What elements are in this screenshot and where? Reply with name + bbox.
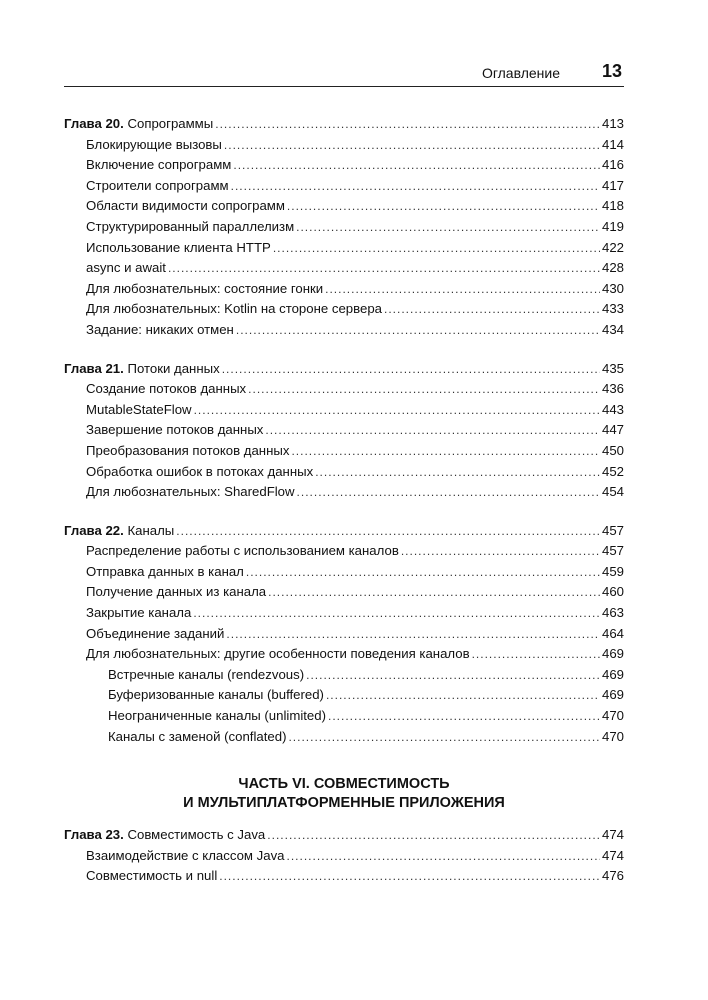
dot-leader [215,117,600,131]
toc-chapter-entry[interactable] [64,523,624,544]
toc-section-entry[interactable] [64,402,624,423]
toc-chapter-entry[interactable] [64,361,624,382]
toc-section-entry[interactable] [64,301,624,322]
chapter-title: Каналы [127,522,175,538]
section-title: Завершение потоков данных [86,422,264,438]
page-ref: 474 [601,827,624,843]
toc-section-entry[interactable] [64,646,624,667]
toc-section-entry[interactable] [64,137,624,158]
chapter-20 [64,116,624,343]
page-ref: 418 [601,198,624,214]
dot-leader [248,382,600,396]
chapter-title: Совместимость с Java [127,827,266,843]
page-ref: 416 [601,157,624,173]
page-ref: 460 [601,584,624,600]
toc-section-entry[interactable] [64,322,624,343]
page-ref: 434 [601,321,624,337]
section-title: Преобразования потоков данных [86,442,290,458]
toc-section-entry[interactable] [64,626,624,647]
section-title: Блокирующие вызовы [86,136,222,152]
section-title: Использование клиента HTTP [86,239,271,255]
section-title: async и await [86,260,166,276]
dot-leader [287,199,600,213]
toc-section-entry[interactable] [64,178,624,199]
toc-chapter-entry[interactable] [64,827,624,848]
subsection-title: Неограниченные каналы (unlimited) [108,708,326,724]
page-ref: 433 [601,301,624,317]
chapter-label: Глава 23. [64,827,124,843]
page-ref: 457 [601,543,624,559]
dot-leader [233,158,600,172]
dot-leader [326,688,600,702]
chapter-label: Глава 20. [64,116,124,131]
table-of-contents [64,116,624,907]
part-heading-line-1: ЧАСТЬ VI. СОВМЕСТИМОСТЬ [238,776,450,793]
page-ref: 419 [601,218,624,234]
section-title: Структурированный параллелизм [86,218,295,234]
page-ref: 469 [601,687,624,703]
toc-section-entry[interactable] [64,564,624,585]
dot-leader [325,282,600,296]
part-heading-line-2: И МУЛЬТИПЛАТФОРМЕННЫЕ ПРИЛОЖЕНИЯ [183,795,505,812]
page-ref: 447 [601,422,624,438]
page-ref: 463 [601,605,624,621]
dot-leader [246,565,600,579]
toc-section-entry[interactable] [64,543,624,564]
part-heading [64,775,624,813]
toc-section-entry[interactable] [64,422,624,443]
section-title: Задание: никаких отмен [86,321,234,337]
toc-section-entry[interactable] [64,584,624,605]
chapter-21 [64,361,624,505]
running-header [64,62,624,87]
dot-leader [315,465,600,479]
toc-section-entry[interactable] [64,198,624,219]
page-ref: 413 [601,116,624,131]
dot-leader [231,179,600,193]
page-ref: 430 [601,280,624,296]
section-title: Для любознательных: другие особенности поведения каналов [86,646,470,662]
section-title: Для любознательных: Kotlin на стороне сервера [86,301,382,317]
page-ref: 443 [601,401,624,417]
page-ref: 469 [601,666,624,682]
section-title: Взаимодействие с классом Java [86,847,285,863]
section-title: Обработка ошибок в потоках данных [86,463,314,479]
page-number: 13 [601,61,622,81]
page-ref: 435 [601,360,624,376]
page-ref: 459 [601,563,624,579]
section-title: Совместимость и null [86,868,218,884]
section-title: Для любознательных: состояние гонки [86,280,324,296]
toc-subsection-entry[interactable] [64,729,624,750]
section-title: Распределение работы с использованием каналов [86,543,399,559]
chapter-22 [64,523,624,750]
page-ref: 436 [601,381,624,397]
toc-section-entry[interactable] [64,281,624,302]
dot-leader [273,241,600,255]
section-title: Отправка данных в канал [86,563,244,579]
page-ref: 470 [601,728,624,744]
dot-leader [236,323,600,337]
dot-leader [193,606,600,620]
dot-leader [306,668,600,682]
chapter-23 [64,827,624,889]
toc-subsection-entry[interactable] [64,687,624,708]
dot-leader [296,220,600,234]
dot-leader [226,627,600,641]
toc-section-entry[interactable] [64,464,624,485]
toc-section-entry[interactable] [64,484,624,505]
dot-leader [287,849,600,863]
toc-subsection-entry[interactable] [64,708,624,729]
page-ref: 428 [601,260,624,276]
subsection-title: Каналы с заменой (conflated) [108,728,287,744]
toc-section-entry[interactable] [64,443,624,464]
toc-section-entry[interactable] [64,260,624,281]
subsection-title: Буферизованные каналы (buffered) [108,687,324,703]
page-ref: 464 [601,625,624,641]
dot-leader [267,828,600,842]
dot-leader [219,869,600,883]
toc-section-entry[interactable] [64,219,624,240]
chapter-title: Сопрограммы [127,116,214,131]
subsection-title: Встречные каналы (rendezvous) [108,666,305,682]
toc-section-entry[interactable] [64,381,624,402]
toc-section-entry[interactable] [64,868,624,889]
dot-leader [194,403,600,417]
dot-leader [222,362,600,376]
section-title: Строители сопрограмм [86,177,229,193]
section-title: Объединение заданий [86,625,225,641]
page-ref: 469 [601,646,624,662]
page-ref: 452 [601,463,624,479]
section-title: Закрытие канала [86,605,192,621]
toc-section-entry[interactable] [64,605,624,626]
header-title: Оглавление [481,65,560,81]
page-ref: 454 [601,484,624,500]
dot-leader [288,730,600,744]
page-ref: 422 [601,239,624,255]
dot-leader [297,485,600,499]
page-ref: 450 [601,442,624,458]
dot-leader [472,647,600,661]
dot-leader [268,585,600,599]
section-title: Для любознательных: SharedFlow [86,484,295,500]
section-title: Создание потоков данных [86,381,247,397]
page-ref: 476 [601,868,624,884]
section-title: Включение сопрограмм [86,157,232,173]
chapter-label: Глава 22. [64,522,124,538]
section-title: Получение данных из канала [86,584,267,600]
toc-chapter-entry[interactable] [64,116,624,137]
toc-section-entry[interactable] [64,157,624,178]
chapter-title: Потоки данных [127,360,220,376]
dot-leader [168,261,600,275]
dot-leader [176,524,600,538]
chapter-label: Глава 21. [64,360,124,376]
toc-section-entry[interactable] [64,240,624,261]
dot-leader [401,544,600,558]
dot-leader [224,138,600,152]
toc-subsection-entry[interactable] [64,667,624,688]
page-ref: 417 [601,177,624,193]
page-ref: 474 [601,847,624,863]
section-title: MutableStateFlow [86,401,192,417]
page-ref: 457 [601,522,624,538]
section-title: Области видимости сопрограмм [86,198,285,214]
toc-section-entry[interactable] [64,848,624,869]
dot-leader [328,709,600,723]
dot-leader [384,302,600,316]
dot-leader [291,444,600,458]
page-ref: 414 [601,136,624,152]
page-ref: 470 [601,708,624,724]
dot-leader [265,423,600,437]
